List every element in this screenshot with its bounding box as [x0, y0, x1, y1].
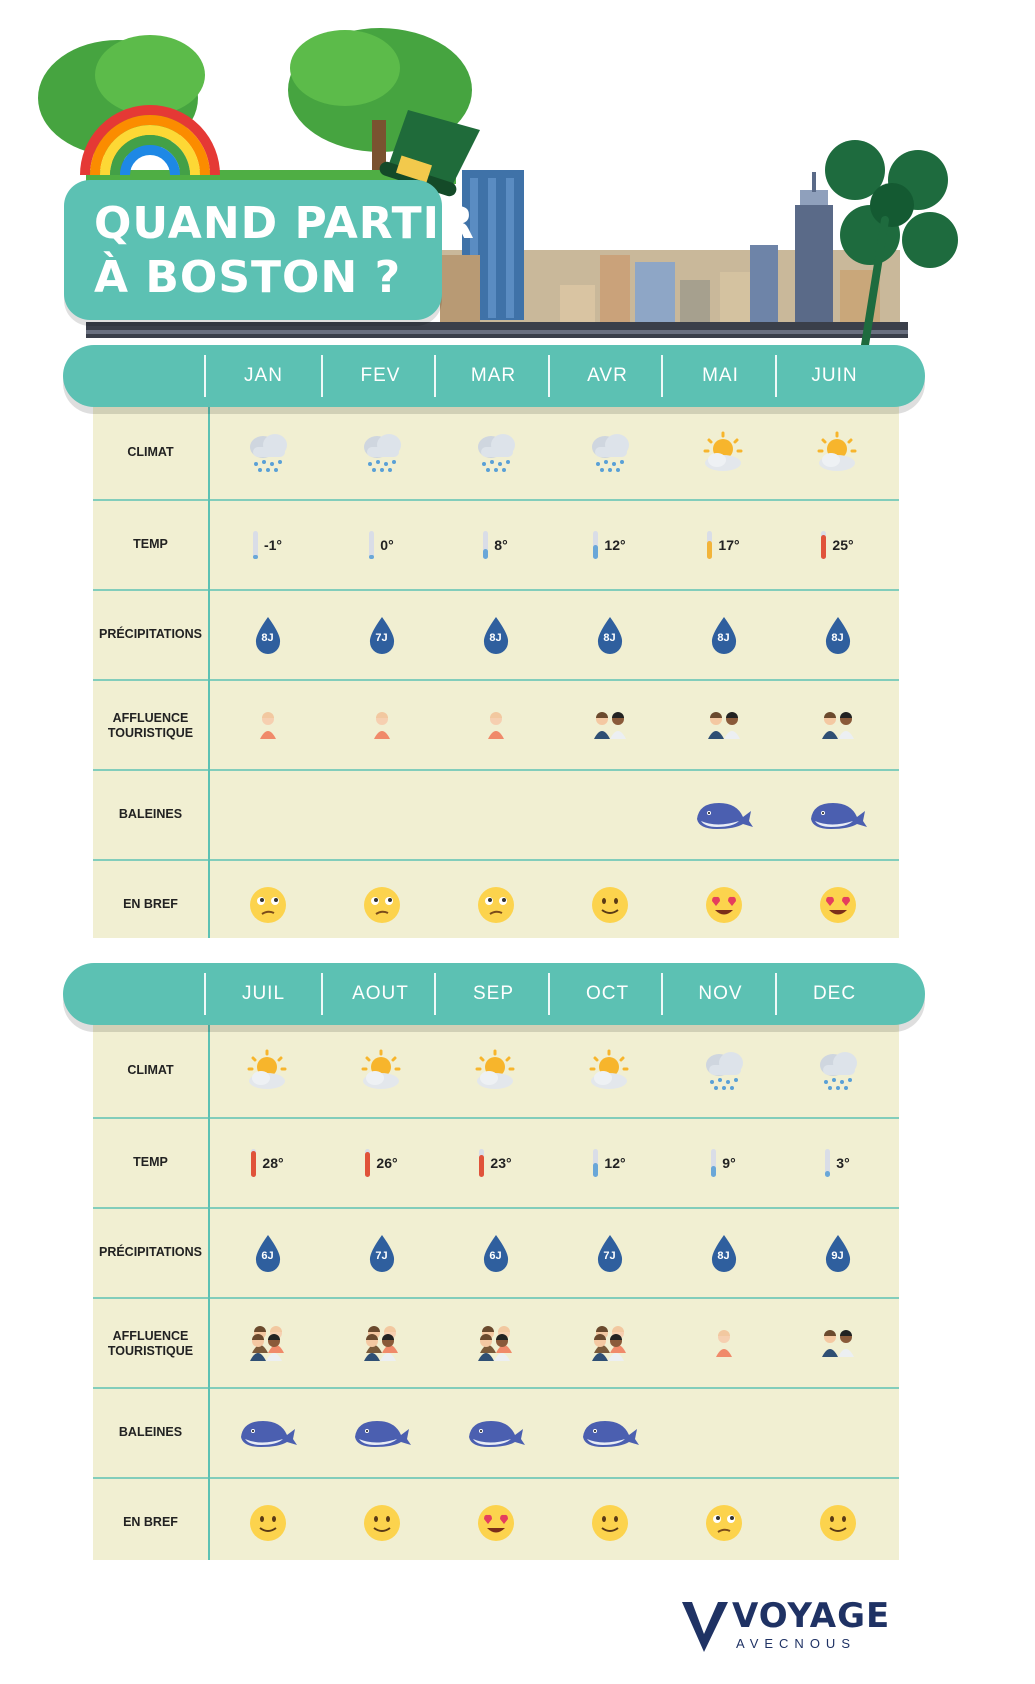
- row-label-affluence-l1: AFFLUENCE: [112, 1329, 189, 1343]
- temperature-value: 17°: [718, 537, 740, 553]
- precipitation-drop: [595, 1233, 625, 1273]
- climat-cell-sep: [438, 1025, 553, 1117]
- tourist-single-icon: [476, 709, 516, 741]
- mood-cell-aout: [324, 1479, 439, 1567]
- confused-face-icon: [248, 885, 288, 925]
- precipitation-days: 8J: [603, 632, 616, 644]
- precip-cell-jan: [210, 591, 325, 679]
- thermometer-icon: [711, 1149, 716, 1177]
- temp-cell-mai: [666, 501, 781, 589]
- voyage-avecnous-logo: [680, 1596, 900, 1656]
- climat-cell-juin: [780, 407, 895, 499]
- precip-cell-juin: [780, 591, 895, 679]
- temp-cell-dec: [780, 1119, 895, 1207]
- rain-cloud-icon: [245, 431, 291, 475]
- temperature: [365, 1149, 397, 1177]
- climat-cell-dec: [780, 1025, 895, 1117]
- smiling-face-icon: [590, 1503, 630, 1543]
- month-header-bar: [63, 345, 925, 407]
- page-title-line1: QUAND PARTIR: [94, 198, 475, 249]
- crowd-cell-dec: [780, 1299, 895, 1387]
- mood-cell-jan: [210, 861, 325, 949]
- temperature-value: -1°: [263, 537, 283, 553]
- mood-cell-avr: [552, 861, 667, 949]
- whale-icon: [237, 1415, 299, 1451]
- rain-cloud-icon: [701, 1049, 747, 1093]
- title-banner: [64, 180, 475, 320]
- month-nov: NOV: [698, 983, 743, 1004]
- precipitation-days: 8J: [717, 632, 730, 644]
- tourist-pair-icon: [700, 709, 748, 741]
- month-avr: AVR: [587, 365, 628, 386]
- whales-cell-mar: [438, 771, 553, 859]
- precipitation-drop: [253, 615, 283, 655]
- crowd-cell-nov: [666, 1299, 781, 1387]
- mood-cell-oct: [552, 1479, 667, 1567]
- precipitation-drop: [253, 1233, 283, 1273]
- tourist-single-icon: [704, 1327, 744, 1359]
- row-precipitations: [93, 1209, 899, 1297]
- whales-cell-fev: [324, 771, 439, 859]
- temperature: [711, 1149, 735, 1177]
- whales-cell-aout: [324, 1389, 439, 1477]
- thermometer-icon: [479, 1149, 484, 1177]
- whales-cell-jan: [210, 771, 325, 859]
- row-label-baleines: BALEINES: [118, 1425, 183, 1439]
- month-sep: SEP: [472, 983, 515, 1004]
- temp-cell-fev: [324, 501, 439, 589]
- temperature: [593, 1149, 625, 1177]
- v-logo-icon: [680, 1596, 730, 1654]
- thermometer-icon: [253, 531, 258, 559]
- row-precipitations: [93, 591, 899, 679]
- precip-cell-sep: [438, 1209, 553, 1297]
- precip-cell-fev: [324, 591, 439, 679]
- confused-face-icon: [704, 1503, 744, 1543]
- row-label-temp: TEMP: [133, 1155, 168, 1169]
- row-label-climat: CLIMAT: [127, 445, 174, 459]
- sun-cloud-icon: [587, 1049, 633, 1093]
- rain-cloud-icon: [473, 431, 519, 475]
- precip-cell-juil: [210, 1209, 325, 1297]
- mood-cell-mai: [666, 861, 781, 949]
- temperature: [479, 1149, 511, 1177]
- thermometer-icon: [369, 531, 374, 559]
- table-panel: [93, 375, 899, 938]
- climat-cell-avr: [552, 407, 667, 499]
- tourist-pair-icon: [586, 709, 634, 741]
- climat-cell-juil: [210, 1025, 325, 1117]
- heart-eyes-face-icon: [818, 885, 858, 925]
- confused-face-icon: [362, 885, 402, 925]
- smiling-face-icon: [362, 1503, 402, 1543]
- precipitation-days: 7J: [603, 1250, 616, 1262]
- tourist-crowd-icon: [240, 1323, 296, 1363]
- row-label-affluence: [93, 711, 208, 741]
- thermometer-icon: [825, 1149, 830, 1177]
- tourist-pair-icon: [814, 1327, 862, 1359]
- precipitation-days: 8J: [261, 632, 274, 644]
- precip-cell-nov: [666, 1209, 781, 1297]
- crowd-cell-aout: [324, 1299, 439, 1387]
- precipitation-days: 7J: [375, 1250, 388, 1262]
- month-mai: MAI: [702, 365, 739, 386]
- sun-cloud-icon: [815, 431, 861, 475]
- mood-cell-sep: [438, 1479, 553, 1567]
- whales-cell-mai: [666, 771, 781, 859]
- sun-cloud-icon: [245, 1049, 291, 1093]
- month-juin: JUIN: [811, 365, 858, 386]
- smiling-face-icon: [590, 885, 630, 925]
- precipitation-drop: [709, 615, 739, 655]
- crowd-cell-juin: [780, 681, 895, 769]
- tourist-crowd-icon: [354, 1323, 410, 1363]
- whale-icon: [807, 797, 869, 833]
- thermometer-icon: [251, 1149, 256, 1177]
- whale-icon: [693, 797, 755, 833]
- whales-cell-avr: [552, 771, 667, 859]
- temperature: [593, 531, 625, 559]
- tourist-single-icon: [248, 709, 288, 741]
- row-affluence: [93, 681, 899, 769]
- mood-cell-mar: [438, 861, 553, 949]
- whales-cell-juin: [780, 771, 895, 859]
- mood-cell-fev: [324, 861, 439, 949]
- whale-icon: [465, 1415, 527, 1451]
- temperature: [483, 531, 507, 559]
- temp-cell-juin: [780, 501, 895, 589]
- row-en-bref: [93, 1479, 899, 1567]
- tourist-pair-icon: [814, 709, 862, 741]
- rain-cloud-icon: [359, 431, 405, 475]
- month-fev: FEV: [360, 365, 401, 386]
- precipitation-days: 8J: [489, 632, 502, 644]
- page-title-line2: À BOSTON ?: [94, 252, 402, 303]
- whale-icon: [579, 1415, 641, 1451]
- whales-cell-dec: [780, 1389, 895, 1477]
- whales-cell-oct: [552, 1389, 667, 1477]
- month-juil: JUIL: [241, 983, 286, 1004]
- tourist-crowd-icon: [582, 1323, 638, 1363]
- row-label-temp: TEMP: [133, 537, 168, 551]
- sun-cloud-icon: [359, 1049, 405, 1093]
- temperature-value: 26°: [376, 1155, 398, 1171]
- temperature-value: 25°: [832, 537, 854, 553]
- row-label-climat: CLIMAT: [127, 1063, 174, 1077]
- row-label-baleines: BALEINES: [118, 807, 183, 821]
- precip-cell-mai: [666, 591, 781, 679]
- confused-face-icon: [476, 885, 516, 925]
- temperature-value: 3°: [836, 1155, 850, 1171]
- climat-cell-aout: [324, 1025, 439, 1117]
- climat-cell-mai: [666, 407, 781, 499]
- temperature: [251, 1149, 283, 1177]
- sun-cloud-icon: [701, 431, 747, 475]
- thermometer-icon: [707, 531, 712, 559]
- rain-cloud-icon: [815, 1049, 861, 1093]
- temp-cell-nov: [666, 1119, 781, 1207]
- precipitation-drop: [481, 615, 511, 655]
- precip-cell-dec: [780, 1209, 895, 1297]
- precipitation-drop: [481, 1233, 511, 1273]
- mood-cell-nov: [666, 1479, 781, 1567]
- heart-eyes-face-icon: [704, 885, 744, 925]
- heart-eyes-face-icon: [476, 1503, 516, 1543]
- precip-cell-avr: [552, 591, 667, 679]
- climat-cell-nov: [666, 1025, 781, 1117]
- temperature-value: 0°: [380, 537, 394, 553]
- logo-sub-text: AVECNOUS: [736, 1636, 856, 1651]
- climat-cell-mar: [438, 407, 553, 499]
- precipitation-drop: [595, 615, 625, 655]
- precipitation-days: 7J: [375, 632, 388, 644]
- precipitation-drop: [823, 1233, 853, 1273]
- month-mar: MAR: [470, 365, 517, 386]
- row-label-affluence-l1: AFFLUENCE: [112, 711, 189, 725]
- temp-cell-juil: [210, 1119, 325, 1207]
- row-climat: [93, 407, 899, 499]
- month-aout: AOUT: [352, 983, 409, 1004]
- crowd-cell-mai: [666, 681, 781, 769]
- thermometer-icon: [593, 1149, 598, 1177]
- row-label-precipitations: PRÉCIPITATIONS: [98, 1245, 202, 1259]
- temperature-value: 8°: [494, 537, 508, 553]
- precip-cell-mar: [438, 591, 553, 679]
- temperature-value: 23°: [490, 1155, 512, 1171]
- month-oct: OCT: [585, 983, 630, 1004]
- whales-cell-sep: [438, 1389, 553, 1477]
- precipitation-drop: [367, 1233, 397, 1273]
- climat-cell-fev: [324, 407, 439, 499]
- whale-icon: [351, 1415, 413, 1451]
- precipitation-drop: [709, 1233, 739, 1273]
- row-label-en-bref: EN BREF: [123, 897, 178, 911]
- precipitation-days: 6J: [261, 1250, 274, 1262]
- month-header-bar: [63, 963, 925, 1025]
- whales-cell-nov: [666, 1389, 781, 1477]
- precipitation-drop: [367, 615, 397, 655]
- temp-cell-mar: [438, 501, 553, 589]
- crowd-cell-sep: [438, 1299, 553, 1387]
- temp-cell-aout: [324, 1119, 439, 1207]
- temperature: [253, 531, 282, 559]
- sun-cloud-icon: [473, 1049, 519, 1093]
- table-panel: [93, 993, 899, 1560]
- temp-cell-avr: [552, 501, 667, 589]
- crowd-cell-juil: [210, 1299, 325, 1387]
- smiling-face-icon: [818, 1503, 858, 1543]
- temp-cell-jan: [210, 501, 325, 589]
- temperature: [821, 531, 853, 559]
- precip-cell-aout: [324, 1209, 439, 1297]
- row-baleines: [93, 1389, 899, 1477]
- crowd-cell-jan: [210, 681, 325, 769]
- row-temp: [93, 501, 899, 589]
- precipitation-days: 9J: [831, 1250, 844, 1262]
- tourist-single-icon: [362, 709, 402, 741]
- temp-cell-oct: [552, 1119, 667, 1207]
- mood-cell-juil: [210, 1479, 325, 1567]
- month-jan: JAN: [244, 365, 283, 386]
- temperature: [369, 531, 393, 559]
- row-label-affluence: [93, 1329, 208, 1359]
- precipitation-drop: [823, 615, 853, 655]
- precipitation-days: 8J: [831, 632, 844, 644]
- temperature-value: 28°: [262, 1155, 284, 1171]
- temp-cell-sep: [438, 1119, 553, 1207]
- smiling-face-icon: [248, 1503, 288, 1543]
- row-climat: [93, 1025, 899, 1117]
- thermometer-icon: [593, 531, 598, 559]
- precip-cell-oct: [552, 1209, 667, 1297]
- mood-cell-dec: [780, 1479, 895, 1567]
- row-affluence: [93, 1299, 899, 1387]
- crowd-cell-oct: [552, 1299, 667, 1387]
- climat-cell-oct: [552, 1025, 667, 1117]
- month-dec: DEC: [812, 983, 857, 1004]
- temperature-value: 12°: [604, 1155, 626, 1171]
- thermometer-icon: [483, 531, 488, 559]
- temperature: [707, 531, 739, 559]
- precipitation-days: 8J: [717, 1250, 730, 1262]
- crowd-cell-avr: [552, 681, 667, 769]
- precipitation-days: 6J: [489, 1250, 502, 1262]
- thermometer-icon: [821, 531, 826, 559]
- row-label-affluence-l2: TOURISTIQUE: [107, 726, 194, 740]
- whales-cell-juil: [210, 1389, 325, 1477]
- climat-cell-jan: [210, 407, 325, 499]
- crowd-cell-fev: [324, 681, 439, 769]
- temperature-value: 12°: [604, 537, 626, 553]
- row-label-precipitations: PRÉCIPITATIONS: [98, 627, 202, 641]
- temperature-value: 9°: [722, 1155, 736, 1171]
- temperature: [825, 1149, 849, 1177]
- row-label-en-bref: EN BREF: [123, 1515, 178, 1529]
- crowd-cell-mar: [438, 681, 553, 769]
- rain-cloud-icon: [587, 431, 633, 475]
- tourist-crowd-icon: [468, 1323, 524, 1363]
- row-temp: [93, 1119, 899, 1207]
- logo-main-text: VOYAGE: [732, 1596, 891, 1636]
- row-baleines: [93, 771, 899, 859]
- row-en-bref: [93, 861, 899, 949]
- row-label-affluence-l2: TOURISTIQUE: [107, 1344, 194, 1358]
- mood-cell-juin: [780, 861, 895, 949]
- thermometer-icon: [365, 1149, 370, 1177]
